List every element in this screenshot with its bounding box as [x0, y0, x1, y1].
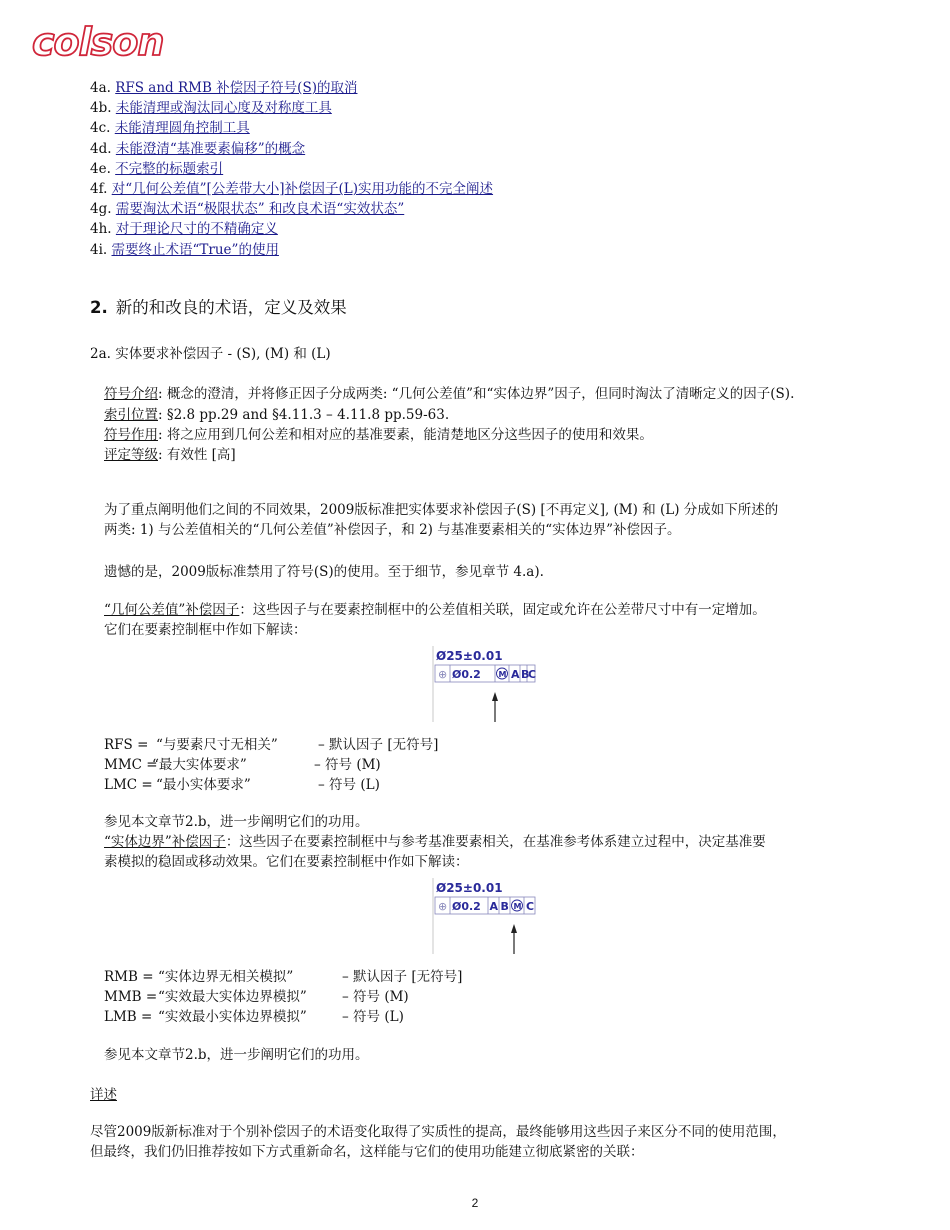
def-note: – 默认因子 [无符号]	[342, 969, 463, 985]
def-abbr: RMB =	[104, 969, 154, 985]
toc-link[interactable]: 对“几何公差值”[公差带大小]补偿因子(L)实用功能的不完全阐述	[111, 181, 494, 198]
position-symbol-icon: ⊕	[438, 900, 448, 913]
fcf-datum-a: A	[489, 900, 499, 913]
geo-label: “几何公差值”补偿因子	[104, 602, 240, 618]
geo-para-line1	[104, 600, 766, 620]
bound-label: “实体边界”补偿因子	[104, 834, 226, 850]
def-row	[104, 775, 380, 795]
reference-note: 参见本文章节2.b，进一步阐明它们的功用。	[104, 814, 369, 830]
toc-item-number: 4d.	[90, 140, 112, 157]
info-label: 符号作用	[104, 427, 158, 443]
def-abbr: LMC =	[104, 777, 153, 793]
bound-text: ：这些因子在要素控制框中与参考基准要素相关，在基准参考体系建立过程中，决定基准要	[225, 834, 766, 850]
def-note: – 符号 (L)	[342, 1009, 404, 1025]
bound-para-line2: 素模拟的稳固或移动效果。它们在要素控制框中作如下解读：	[104, 854, 469, 870]
toc-item-number: 4b.	[90, 100, 112, 117]
toc-item-number: 4g.	[90, 201, 112, 218]
detail-line: 但最终，我们仍旧推荐按如下方式重新命名，这样能与它们的使用功能建立彻底紧密的关联：	[90, 1144, 644, 1160]
toc-item-number: 4c.	[90, 120, 111, 137]
toc-list	[90, 78, 493, 260]
toc-item	[90, 118, 493, 138]
def-desc: “实体边界无相关模拟”	[158, 969, 294, 985]
toc-link[interactable]: 对于理论尺寸的不精确定义	[115, 221, 278, 238]
logo-wordmark: colson	[32, 22, 164, 62]
info-text: : 有效性 [高]	[158, 447, 236, 463]
reference-note: 参见本文章节2.b，进一步阐明它们的功用。	[104, 1047, 369, 1063]
def-abbr: LMB =	[104, 1009, 153, 1025]
subsection-title: 2a. 实体要求补偿因子 - (S), (M) 和 (L)	[90, 346, 331, 362]
section-number: 2.	[90, 298, 108, 317]
arrow-up-icon	[511, 924, 517, 933]
info-text: : 将之应用到几何公差和相对应的基准要素，能清楚地区分这些因子的使用和效果。	[158, 427, 653, 443]
feature-control-frame-2	[432, 878, 542, 958]
toc-item-number: 4h.	[90, 221, 112, 238]
def-desc: “最小实体要求”	[156, 777, 251, 793]
colson-logo	[30, 22, 216, 66]
def-note: – 符号 (M)	[314, 757, 381, 773]
fcf-modifier-m: M	[498, 670, 507, 679]
fcf-datum-a: A	[511, 668, 520, 681]
toc-link[interactable]: 未能清理圆角控制工具	[114, 120, 250, 137]
toc-item	[90, 179, 493, 199]
info-row-intro	[104, 384, 794, 404]
toc-item-number: 4f.	[90, 181, 108, 198]
toc-item	[90, 199, 493, 219]
fcf-dimension: Ø25±0.01	[436, 649, 503, 663]
fcf-datum-c: C	[526, 900, 535, 913]
section-title: 新的和改良的术语，定义及效果	[115, 298, 347, 317]
feature-control-frame-1	[432, 646, 542, 726]
toc-item-number: 4i.	[90, 241, 108, 258]
toc-item	[90, 219, 493, 239]
info-label: 评定等级	[104, 447, 158, 463]
bound-para-line1	[104, 832, 766, 852]
toc-item	[90, 139, 493, 159]
arrow-up-icon	[492, 692, 498, 701]
fcf-datum-c: C	[528, 668, 537, 681]
def-abbr: MMC =	[104, 757, 158, 773]
toc-link[interactable]: RFS and RMB 补偿因子符号(S)的取消	[115, 80, 358, 96]
geo-text: ：这些因子与在要素控制框中的公差值相关联，固定或允许在公差带尺寸中有一定增加。	[239, 602, 766, 618]
def-row	[104, 735, 438, 755]
toc-link[interactable]: 未能澄清“基准要素偏移”的概念	[115, 140, 306, 157]
detail-line: 尽管2009版新标准对于个别补偿因子的术语变化取得了实质性的提高，最终能够用这些因子来区分不同的使用范围，	[90, 1124, 786, 1140]
def-desc: “最大实体要求”	[152, 757, 247, 773]
toc-item	[90, 159, 493, 179]
def-note: – 符号 (M)	[342, 989, 409, 1005]
def-abbr: MMB =	[104, 989, 158, 1005]
toc-item	[90, 240, 493, 260]
toc-link[interactable]: 不完整的标题索引	[115, 160, 224, 177]
def-note: – 默认因子 [无符号]	[318, 737, 439, 753]
info-row-index	[104, 405, 449, 425]
def-desc: “实效最大实体边界模拟”	[158, 989, 307, 1005]
toc-link[interactable]: 需要淘汰术语“极限状态” 和改良术语“实效状态”	[115, 201, 405, 218]
def-row	[104, 755, 381, 775]
fcf-dimension: Ø25±0.01	[436, 881, 503, 895]
position-symbol-icon: ⊕	[438, 668, 448, 681]
toc-item	[90, 98, 493, 118]
def-abbr: RFS =	[104, 737, 149, 753]
info-text: : §2.8 pp.29 and §4.11.3 – 4.11.8 pp.59-63.	[158, 407, 450, 423]
def-note: – 符号 (L)	[318, 777, 380, 793]
info-label: 符号介绍	[104, 386, 158, 402]
def-row	[104, 967, 462, 987]
paragraph-line: 两类: 1) 与公差值相关的“几何公差值”补偿因子，和 2) 与基准要素相关的“实体边界”补偿因子。	[104, 522, 681, 538]
geo-para-line2: 它们在要素控制框中作如下解读：	[104, 622, 307, 638]
fcf-modifier-m: M	[513, 902, 522, 911]
paragraph-line: 为了重点阐明他们之间的不同效果，2009版标准把实体要求补偿因子(S) [不再定义], (M) 和 (L) 分成如下所述的	[104, 502, 779, 518]
info-text: : 概念的澄清，并将修正因子分成两类: “几何公差值”和“实体边界”因子，但同时淘汰了清晰定义的因子(S).	[158, 386, 795, 402]
detail-heading: 详述	[90, 1087, 117, 1103]
toc-item	[90, 78, 493, 98]
info-row-effect	[104, 425, 653, 445]
section-heading	[90, 294, 347, 318]
def-desc: “实效最小实体边界模拟”	[158, 1009, 307, 1025]
fcf-tolerance: Ø0.2	[452, 668, 481, 681]
toc-link[interactable]: 需要终止术语“True”的使用	[111, 241, 279, 258]
toc-link[interactable]: 未能清理或淘汰同心度及对称度工具	[115, 100, 332, 117]
fcf-datum-b: B	[521, 668, 530, 681]
info-row-rating	[104, 445, 236, 465]
fcf-datum-b: B	[500, 900, 509, 913]
fcf-tolerance: Ø0.2	[452, 900, 481, 913]
info-label: 索引位置	[104, 407, 158, 423]
def-row	[104, 1007, 404, 1027]
page-number: 2	[471, 1196, 479, 1210]
def-desc: “与要素尺寸无相关”	[156, 737, 278, 753]
toc-item-number: 4e.	[90, 160, 111, 177]
paragraph: 遗憾的是，2009版标准禁用了符号(S)的使用。至于细节，参见章节 4.a).	[104, 564, 544, 580]
def-row	[104, 987, 409, 1007]
toc-item-number: 4a.	[90, 80, 111, 96]
